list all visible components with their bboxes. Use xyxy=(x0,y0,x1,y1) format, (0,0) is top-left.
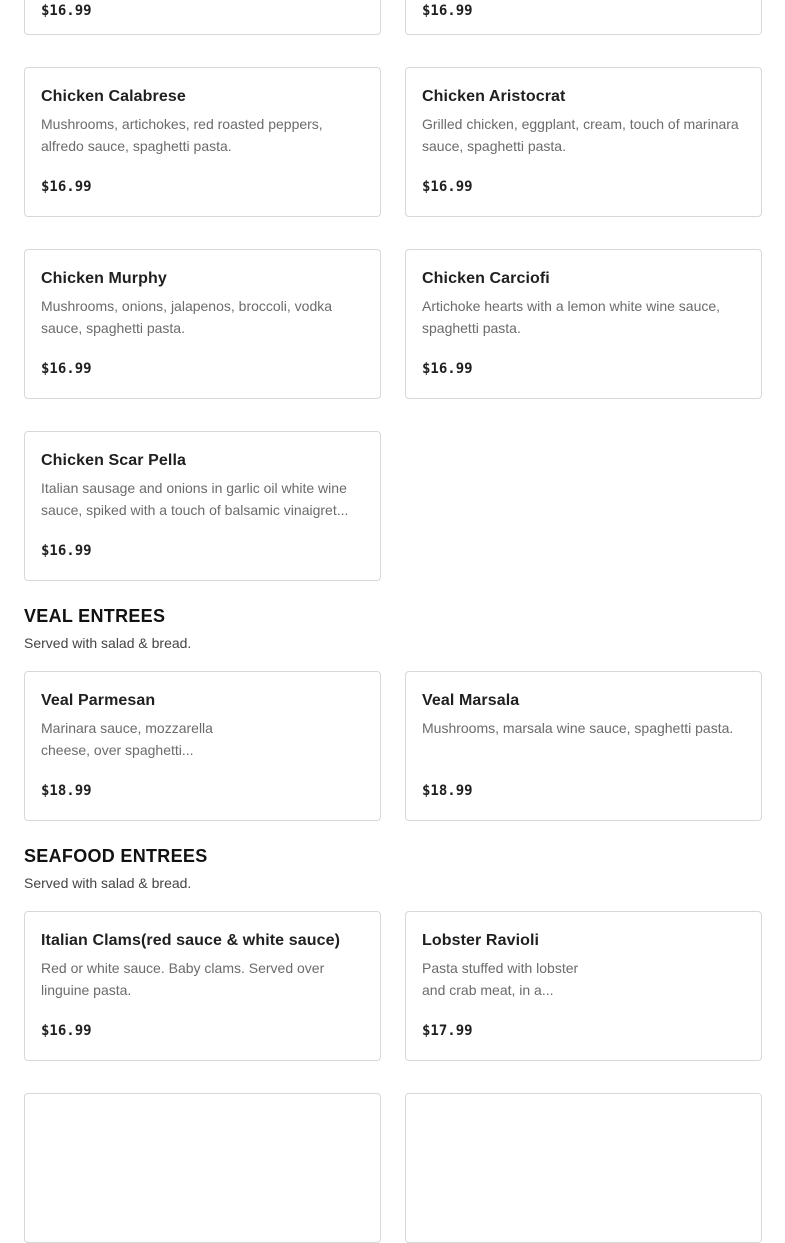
menu-item-veal-marsala[interactable] xyxy=(405,671,762,821)
section-subtitle-seafood: Served with salad & bread. xyxy=(24,875,192,891)
item-price: $18.99 xyxy=(422,783,473,799)
item-title: Chicken Scar Pella xyxy=(41,452,186,469)
item-price: $16.99 xyxy=(422,361,473,377)
item-title: Veal Marsala xyxy=(422,692,520,709)
item-title: Chicken Carciofi xyxy=(422,270,550,287)
item-title: Italian Clams(red sauce & white sauce) xyxy=(41,932,341,949)
item-title: Chicken Aristocrat xyxy=(422,88,566,105)
item-price: $16.99 xyxy=(41,543,92,559)
menu-item-chicken-aristocrat[interactable] xyxy=(405,67,762,217)
item-description: Red or white sauce. Baby clams. Served over linguine pasta. xyxy=(41,960,325,998)
item-description: Pasta stuffed with lobster and crab meat, in a... xyxy=(422,960,579,998)
menu-item-card[interactable] xyxy=(405,1093,762,1243)
section-title-seafood: SEAFOOD ENTREES xyxy=(24,846,208,866)
menu-item-veal-parmesan[interactable] xyxy=(24,671,381,821)
item-description: Grilled chicken, eggplant, cream, touch of marinara sauce, spaghetti pasta. xyxy=(422,116,739,154)
item-description: Artichoke hearts with a lemon white wine sauce, spaghetti pasta. xyxy=(422,298,721,336)
item-description: Marinara sauce, mozzarella cheese, over spaghetti... xyxy=(41,720,213,758)
menu-item-lobster-ravioli[interactable] xyxy=(405,911,762,1061)
item-price: $16.99 xyxy=(41,179,92,195)
item-price: $18.99 xyxy=(41,783,92,799)
item-price: $16.99 xyxy=(422,3,473,19)
menu-item-card[interactable] xyxy=(405,0,762,35)
menu-item-chicken-calabrese[interactable] xyxy=(24,67,381,217)
item-description: Italian sausage and onions in garlic oil white wine sauce, spiked with a touch of balsamic vinaigret... xyxy=(41,480,349,518)
item-description: Mushrooms, artichokes, red roasted peppers, alfredo sauce, spaghetti pasta. xyxy=(41,116,323,154)
section-subtitle-veal: Served with salad & bread. xyxy=(24,635,192,651)
item-description: Mushrooms, marsala wine sauce, spaghetti pasta. xyxy=(422,720,734,736)
item-title: Chicken Murphy xyxy=(41,270,167,287)
menu-item-italian-clams[interactable] xyxy=(24,911,381,1061)
item-title: Lobster Ravioli xyxy=(422,932,540,949)
item-price: $16.99 xyxy=(41,361,92,377)
item-price: $16.99 xyxy=(41,1023,92,1039)
menu-item-chicken-scar-pella[interactable] xyxy=(24,431,381,581)
item-description: Mushrooms, onions, jalapenos, broccoli, vodka sauce, spaghetti pasta. xyxy=(41,298,333,336)
item-title: Chicken Calabrese xyxy=(41,88,186,105)
menu-item-chicken-murphy[interactable] xyxy=(24,249,381,399)
menu-item-chicken-carciofi[interactable] xyxy=(405,249,762,399)
item-price: $17.99 xyxy=(422,1023,473,1039)
item-price: $16.99 xyxy=(422,179,473,195)
menu-item-card[interactable] xyxy=(24,1093,381,1243)
section-title-veal: VEAL ENTREES xyxy=(24,606,166,626)
item-price: $16.99 xyxy=(41,3,92,19)
menu-item-card[interactable] xyxy=(24,0,381,35)
item-title: Veal Parmesan xyxy=(41,692,156,709)
